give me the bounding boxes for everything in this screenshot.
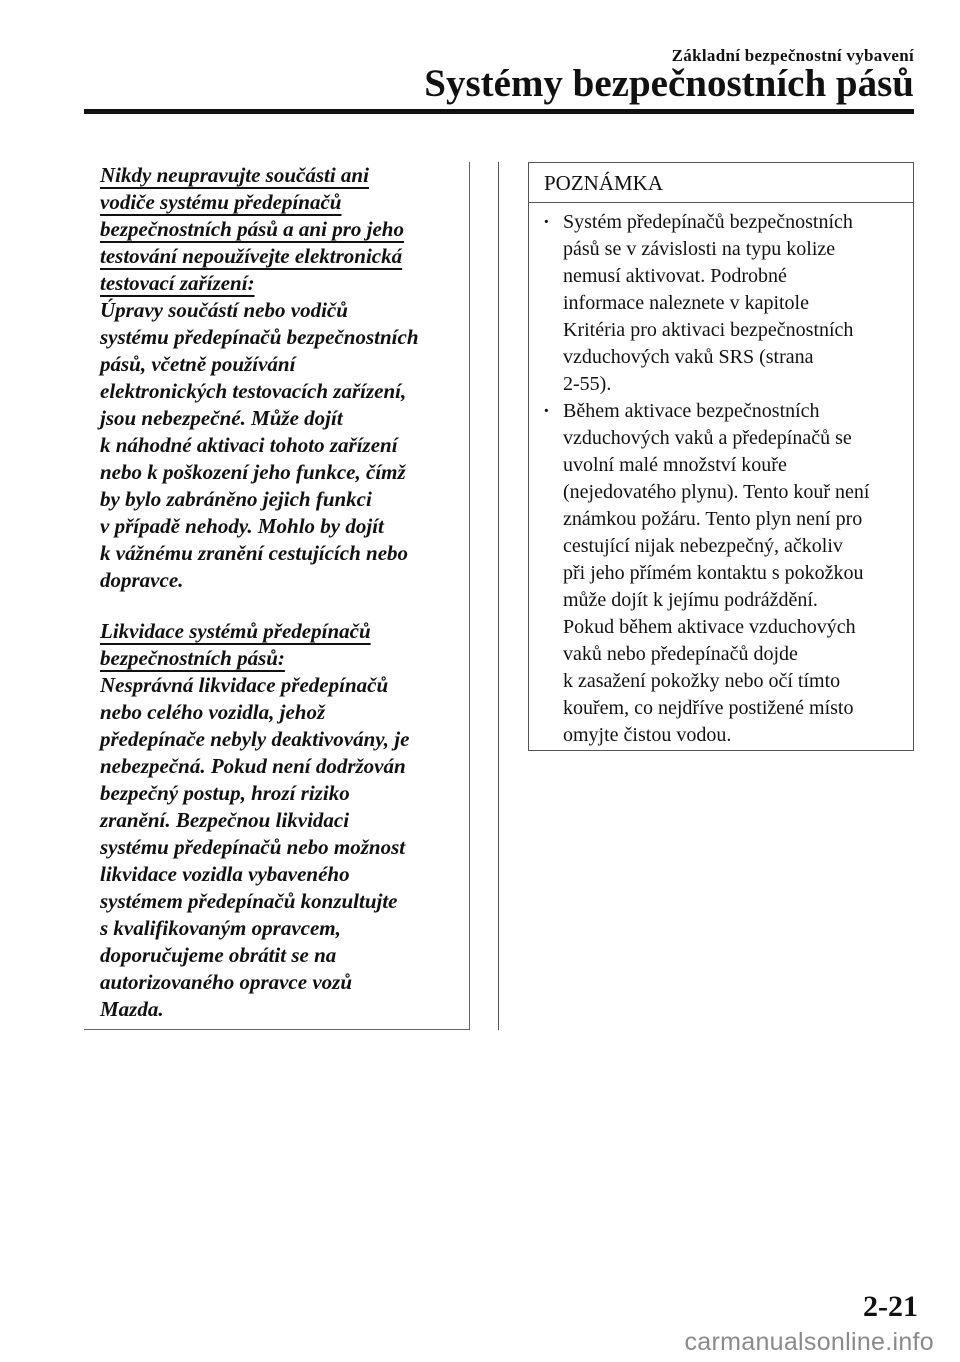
note-item-text: [563, 209, 905, 398]
warning-body-line: k vážnému zranění cestujících nebo: [100, 541, 409, 565]
warning-body-line: zranění. Bezpečnou likvidaci: [100, 808, 350, 832]
note-line: 2-55).: [563, 373, 612, 395]
chapter-title: Systémy bezpečnostních pásů: [424, 62, 914, 105]
warning-body-line: nebo celého vozidla, jehož: [100, 700, 326, 724]
warning-body-line: systémem předepínačů konzultujte: [100, 889, 398, 913]
warning-body-line: nebo k poškození jeho funkce, čímž: [100, 460, 406, 484]
warning-body-line: v případě nehody. Mohlo by dojít: [100, 514, 384, 538]
note-line: nemusí aktivovat. Podrobné: [563, 265, 787, 287]
warning-body-line: autorizovaného opravce vozů: [100, 970, 352, 994]
warning-body-line: systému předepínačů nebo možnost: [100, 835, 406, 859]
note-line: vaků nebo předepínačů dojde: [563, 643, 798, 665]
bullet-icon: ·: [543, 211, 550, 233]
warning-body-line: k náhodné aktivaci tohoto zařízení: [100, 433, 398, 457]
header-rule: [84, 109, 914, 114]
note-line: Pokud během aktivace vzduchových: [563, 616, 856, 638]
warning-body-line: Úpravy součástí nebo vodičů: [100, 298, 348, 322]
bullet-icon: ·: [543, 400, 550, 422]
warning-heading-line: testování nepoužívejte elektronická: [100, 244, 403, 268]
note-line: vzduchových vaků SRS (strana: [563, 346, 814, 368]
warning-body-1: [100, 297, 462, 594]
note-item: [543, 209, 905, 398]
warning-heading-line: Nikdy neupravujte součásti ani: [100, 163, 369, 187]
note-line: uvolní malé množství kouře: [563, 454, 787, 476]
warning-body-line: doporučujeme obrátit se na: [100, 943, 337, 967]
note-title: POZNÁMKA: [529, 163, 913, 203]
warning-heading-1: [100, 162, 462, 297]
note-item: [543, 398, 905, 749]
note-line: cestující nijak nebezpečný, ačkoliv: [563, 535, 843, 557]
note-line: Během aktivace bezpečnostních: [563, 400, 820, 422]
warning-heading-line: bezpečnostních pásů a ani pro jeho: [100, 217, 404, 241]
section-title: Základní bezpečnostní vybavení: [671, 46, 914, 65]
note-line: kouřem, co nejdříve postižené místo: [563, 697, 854, 719]
note-line: známkou požáru. Tento plyn není pro: [563, 508, 863, 530]
warning-body-line: systému předepínačů bezpečnostních: [100, 325, 419, 349]
note-line: může dojít k jejímu podráždění.: [563, 589, 818, 611]
warning-heading-line: bezpečnostních pásů:: [100, 646, 285, 670]
warning-body-line: nebezpečná. Pokud není dodržován: [100, 754, 406, 778]
warning-heading-line: testovací zařízení:: [100, 271, 255, 295]
page-number: 2-21: [863, 1290, 918, 1323]
note-line: vzduchových vaků a předepínačů se: [563, 427, 852, 449]
warning-body-line: likvidace vozidla vybaveného: [100, 862, 350, 886]
warning-body-line: jsou nebezpečné. Může dojít: [100, 406, 343, 430]
note-line: (nejedovatého plynu). Tento kouř není: [563, 481, 870, 503]
warning-heading-line: Likvidace systémů předepínačů: [100, 619, 371, 643]
note-line: Kritéria pro aktivaci bezpečnostních: [563, 319, 854, 341]
column-divider: [498, 162, 499, 1030]
warning-content: [100, 162, 462, 1023]
warning-body-line: předepínače nebyly deaktivovány, je: [100, 727, 410, 751]
note-line: pásů se v závislosti na typu kolize: [563, 238, 836, 260]
warning-body-line: pásů, včetně používání: [100, 352, 296, 376]
note-item-text: [563, 398, 905, 749]
warning-body-2: [100, 672, 462, 1023]
warning-body-line: dopravce.: [100, 568, 184, 592]
note-list: [529, 203, 913, 749]
note-line: k zasažení pokožky nebo očí tímto: [563, 670, 841, 692]
note-line: při jeho přímém kontaktu s pokožkou: [563, 562, 864, 584]
warning-box: [84, 162, 470, 1030]
note-line: informace naleznete v kapitole: [563, 292, 809, 314]
warning-body-line: bezpečný postup, hrozí riziko: [100, 781, 350, 805]
warning-heading-2: [100, 618, 462, 672]
warning-body-line: s kvalifikovaným opravcem,: [100, 916, 341, 940]
watermark: carmanualsonline.info: [684, 1328, 934, 1356]
note-box: [528, 162, 914, 751]
warning-heading-line: vodiče systému předepínačů: [100, 190, 342, 214]
note-line: omyjte čistou vodou.: [563, 724, 732, 746]
note-line: Systém předepínačů bezpečnostních: [563, 211, 853, 233]
warning-body-line: Mazda.: [100, 997, 164, 1021]
warning-spacer: [100, 594, 462, 618]
warning-body-line: Nesprávná likvidace předepínačů: [100, 673, 389, 697]
warning-body-line: elektronických testovacích zařízení,: [100, 379, 407, 403]
warning-body-line: by bylo zabráněno jejich funkci: [100, 487, 372, 511]
